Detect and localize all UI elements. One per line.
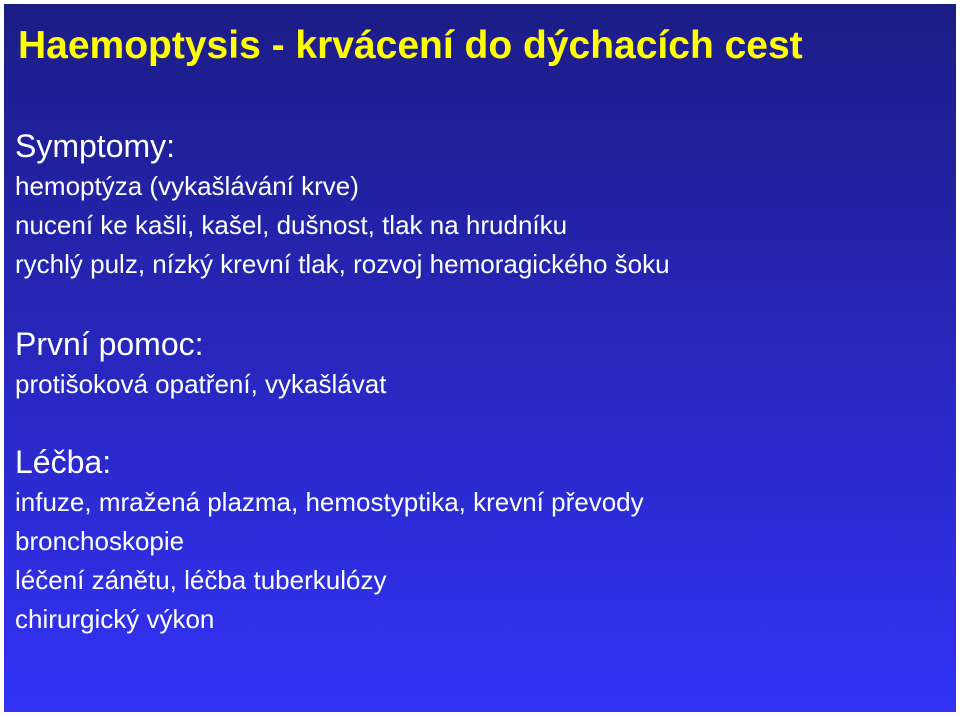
- symptom-line: nucení ke kašli, kašel, dušnost, tlak na hrudníku: [15, 209, 568, 240]
- slide: [4, 4, 956, 712]
- symptom-line: hemoptýza (vykašlávání krve): [15, 170, 359, 201]
- section-treatment: [15, 444, 644, 639]
- section-symptoms: [15, 128, 670, 284]
- section-heading-symptoms: Symptomy:: [15, 128, 176, 164]
- treatment-line: bronchoskopie: [15, 525, 185, 556]
- section-heading-first-aid: První pomoc:: [15, 326, 204, 362]
- symptom-line: rychlý pulz, nízký krevní tlak, rozvoj hemoragického šoku: [15, 248, 670, 279]
- section-heading-treatment: Léčba:: [15, 444, 112, 480]
- section-first-aid: [15, 326, 386, 404]
- first-aid-line: protišoková opatření, vykašlávat: [15, 368, 387, 399]
- slide-title: Haemoptysis - krvácení do dýchacích cest: [18, 24, 803, 67]
- treatment-line: chirurgický výkon: [15, 603, 215, 634]
- treatment-line: léčení zánětu, léčba tuberkulózy: [15, 564, 387, 595]
- treatment-line: infuze, mražená plazma, hemostyptika, krevní převody: [15, 486, 644, 517]
